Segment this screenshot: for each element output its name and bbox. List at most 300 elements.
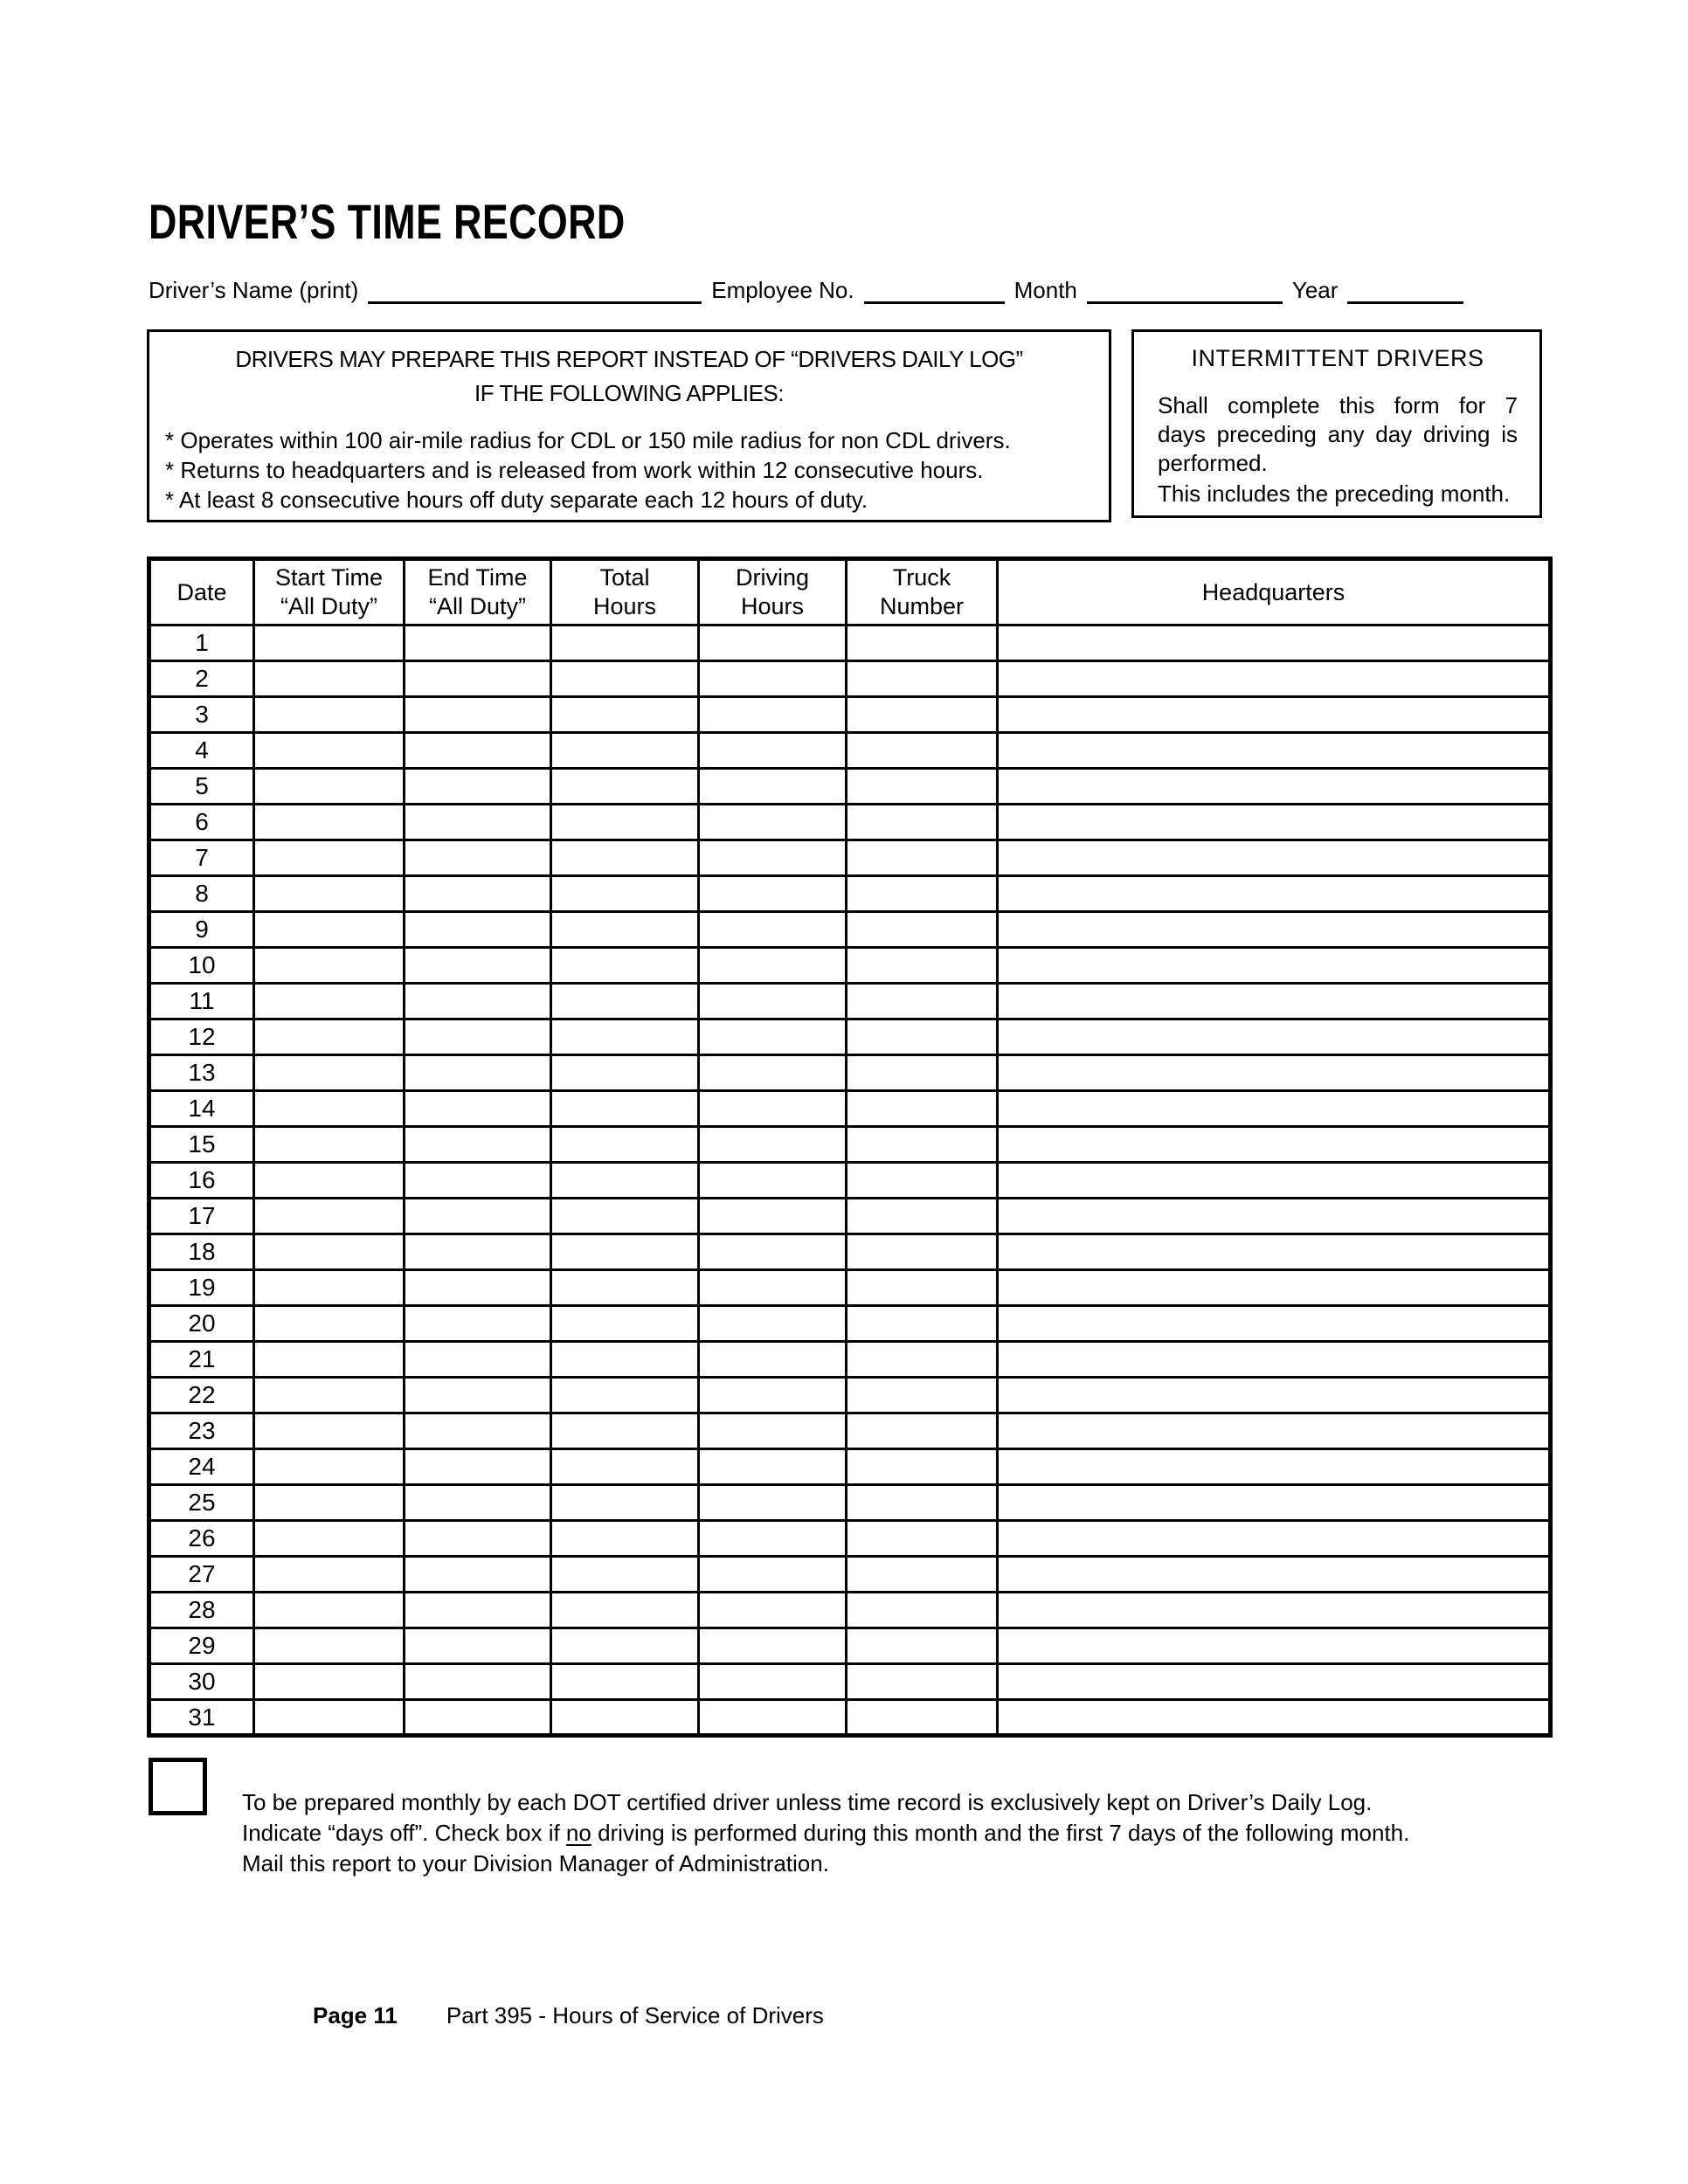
entry-cell[interactable] — [847, 697, 998, 733]
entry-cell[interactable] — [254, 1091, 405, 1127]
eligibility-bullet: * Operates within 100 air-mile radius for CDL or 150 mile radius for non CDL drivers. — [165, 427, 1011, 453]
eligibility-box — [147, 329, 1111, 522]
date-cell: 20 — [149, 1306, 254, 1342]
date-cell: 3 — [149, 697, 254, 733]
entry-cell[interactable] — [998, 1378, 1551, 1413]
entry-cell[interactable] — [699, 1342, 847, 1378]
entry-cell[interactable] — [551, 912, 699, 948]
entry-cell[interactable] — [847, 625, 998, 661]
date-cell: 6 — [149, 805, 254, 840]
date-cell: 29 — [149, 1628, 254, 1664]
entry-cell[interactable] — [405, 948, 551, 984]
entry-cell[interactable] — [847, 805, 998, 840]
entry-cell[interactable] — [847, 1485, 998, 1521]
entry-cell[interactable] — [405, 1521, 551, 1557]
footnote-line — [242, 1787, 1409, 1818]
page-title: DRIVER’S TIME RECORD — [149, 194, 626, 249]
entry-cell[interactable] — [551, 697, 699, 733]
entry-cell[interactable] — [551, 1019, 699, 1055]
col-header-text: Total — [599, 564, 650, 591]
entry-cell[interactable] — [847, 876, 998, 912]
table-row — [149, 840, 1551, 876]
entry-cell[interactable] — [998, 1199, 1551, 1234]
intermittent-body — [1158, 391, 1518, 478]
entry-cell[interactable] — [254, 1163, 405, 1199]
date-cell: 7 — [149, 840, 254, 876]
entry-cell[interactable] — [254, 1449, 405, 1485]
date-cell: 9 — [149, 912, 254, 948]
entry-cell[interactable] — [405, 625, 551, 661]
table-row — [149, 1019, 1551, 1055]
footnote-line1-text: To be prepared monthly by each DOT certified driver unless time record is exclusively kept on Driver’s Daily Log. — [242, 1789, 1373, 1815]
date-cell: 25 — [149, 1485, 254, 1521]
entry-cell[interactable] — [551, 1342, 699, 1378]
entry-cell[interactable] — [699, 1485, 847, 1521]
entry-cell[interactable] — [699, 769, 847, 805]
table-row — [149, 1557, 1551, 1593]
entry-cell[interactable] — [551, 1521, 699, 1557]
entry-cell[interactable] — [998, 1628, 1551, 1664]
footnote-line — [242, 1818, 1409, 1849]
table-row — [149, 1091, 1551, 1127]
entry-cell[interactable] — [998, 840, 1551, 876]
entry-cell[interactable] — [551, 805, 699, 840]
entry-cell[interactable] — [699, 625, 847, 661]
entry-cell[interactable] — [254, 1413, 405, 1449]
entry-cell[interactable] — [551, 1628, 699, 1664]
entry-cell[interactable] — [405, 1378, 551, 1413]
entry-cell[interactable] — [998, 1593, 1551, 1628]
entry-cell[interactable] — [405, 984, 551, 1019]
entry-cell[interactable] — [551, 840, 699, 876]
date-cell: 11 — [149, 984, 254, 1019]
entry-cell[interactable] — [551, 1270, 699, 1306]
intermittent-note: This includes the preceding month. — [1158, 480, 1511, 507]
date-cell: 8 — [149, 876, 254, 912]
entry-cell[interactable] — [405, 1091, 551, 1127]
entry-cell[interactable] — [699, 1055, 847, 1091]
date-cell: 5 — [149, 769, 254, 805]
entry-cell[interactable] — [405, 1485, 551, 1521]
entry-cell[interactable] — [254, 1342, 405, 1378]
date-cell: 1 — [149, 625, 254, 661]
intermittent-box — [1131, 329, 1542, 518]
entry-cell[interactable] — [847, 1449, 998, 1485]
entry-cell[interactable] — [699, 1700, 847, 1736]
entry-cell[interactable] — [847, 840, 998, 876]
footnote — [242, 1787, 1409, 1879]
entry-cell[interactable] — [699, 1234, 847, 1270]
footnote-line2-underlined: no — [565, 1820, 591, 1846]
entry-cell[interactable] — [254, 1055, 405, 1091]
entry-cell[interactable] — [847, 769, 998, 805]
entry-cell[interactable] — [998, 984, 1551, 1019]
intermittent-body-line: Shall complete this form for 7 — [1158, 392, 1518, 418]
entry-cell[interactable] — [405, 876, 551, 912]
entry-cell[interactable] — [847, 1664, 998, 1700]
date-cell: 10 — [149, 948, 254, 984]
entry-cell[interactable] — [551, 1593, 699, 1628]
entry-cell[interactable] — [551, 1485, 699, 1521]
footnote-line3-text: Mail this report to your Division Manager of Administration. — [242, 1850, 829, 1876]
entry-cell[interactable] — [254, 1593, 405, 1628]
table-row — [149, 1593, 1551, 1628]
entry-cell[interactable] — [405, 661, 551, 697]
entry-cell[interactable] — [998, 1664, 1551, 1700]
entry-cell[interactable] — [405, 697, 551, 733]
entry-cell[interactable] — [405, 1593, 551, 1628]
entry-cell[interactable] — [847, 1628, 998, 1664]
entry-cell[interactable] — [551, 625, 699, 661]
entry-cell[interactable] — [998, 1485, 1551, 1521]
table-row — [149, 1199, 1551, 1234]
entry-cell[interactable] — [699, 1593, 847, 1628]
table-row — [149, 661, 1551, 697]
entry-cell[interactable] — [551, 984, 699, 1019]
entry-cell[interactable] — [847, 1700, 998, 1736]
footnote-line — [242, 1849, 1409, 1879]
table-row — [149, 1127, 1551, 1163]
entry-cell[interactable] — [699, 912, 847, 948]
table-row — [149, 1306, 1551, 1342]
entry-cell[interactable] — [998, 661, 1551, 697]
intermittent-body-line: performed. — [1158, 450, 1268, 476]
page-footer — [313, 2002, 824, 2028]
entry-cell[interactable] — [998, 733, 1551, 769]
footnote-line2-post: driving is performed during this month and the first 7 days of the following month. — [591, 1820, 1410, 1846]
entry-cell[interactable] — [405, 1342, 551, 1378]
entry-cell[interactable] — [998, 805, 1551, 840]
entry-cell[interactable] — [405, 1700, 551, 1736]
entry-cell[interactable] — [254, 1521, 405, 1557]
entry-cell[interactable] — [405, 840, 551, 876]
col-header-text: Hours — [592, 593, 657, 619]
table-row — [149, 1270, 1551, 1306]
eligibility-title-line1: DRIVERS MAY PREPARE THIS REPORT INSTEAD OF “DRIVERS DAILY LOG” — [235, 346, 1023, 372]
date-cell: 15 — [149, 1127, 254, 1163]
entry-cell[interactable] — [699, 1557, 847, 1593]
entry-cell[interactable] — [405, 1055, 551, 1091]
entry-cell[interactable] — [405, 1019, 551, 1055]
entry-cell[interactable] — [998, 1700, 1551, 1736]
footer-page-number: Page 11 — [313, 2002, 398, 2028]
entry-cell[interactable] — [699, 1199, 847, 1234]
month-label: Month — [1013, 277, 1077, 303]
col-header-text: Driving — [735, 564, 810, 591]
entry-cell[interactable] — [254, 1019, 405, 1055]
table-row — [149, 733, 1551, 769]
entry-cell[interactable] — [551, 1378, 699, 1413]
table-row — [149, 1413, 1551, 1449]
date-cell: 24 — [149, 1449, 254, 1485]
entry-cell[interactable] — [551, 1091, 699, 1127]
entry-cell[interactable] — [254, 1485, 405, 1521]
entry-cell[interactable] — [551, 1306, 699, 1342]
entry-cell[interactable] — [254, 1127, 405, 1163]
entry-cell[interactable] — [254, 661, 405, 697]
date-cell: 17 — [149, 1199, 254, 1234]
date-cell: 21 — [149, 1342, 254, 1378]
entry-cell[interactable] — [699, 1091, 847, 1127]
entry-cell[interactable] — [699, 1413, 847, 1449]
entry-cell[interactable] — [847, 984, 998, 1019]
entry-cell[interactable] — [699, 948, 847, 984]
col-header-text: Truck — [892, 564, 951, 591]
entry-cell[interactable] — [551, 1413, 699, 1449]
entry-cell[interactable] — [699, 1378, 847, 1413]
year-label: Year — [1291, 277, 1339, 303]
entry-cell[interactable] — [998, 697, 1551, 733]
entry-cell[interactable] — [405, 1557, 551, 1593]
entry-cell[interactable] — [551, 1127, 699, 1163]
col-header-text: “All Duty” — [280, 593, 377, 619]
entry-cell[interactable] — [847, 1234, 998, 1270]
col-header-headquarters — [998, 559, 1551, 625]
entry-cell[interactable] — [405, 1163, 551, 1199]
date-cell: 23 — [149, 1413, 254, 1449]
table-row — [149, 769, 1551, 805]
driver-name-blank[interactable] — [368, 297, 702, 304]
entry-cell[interactable] — [551, 661, 699, 697]
entry-cell[interactable] — [405, 1449, 551, 1485]
table-row — [149, 1700, 1551, 1736]
entry-cell[interactable] — [998, 1557, 1551, 1593]
entry-cell[interactable] — [847, 1055, 998, 1091]
entry-cell[interactable] — [847, 1199, 998, 1234]
entry-cell[interactable] — [998, 1306, 1551, 1342]
entry-cell[interactable] — [998, 1127, 1551, 1163]
eligibility-title-line2: IF THE FOLLOWING APPLIES: — [474, 380, 784, 406]
entry-cell[interactable] — [699, 840, 847, 876]
entry-cell[interactable] — [847, 1378, 998, 1413]
employee-no-blank[interactable] — [864, 297, 1005, 304]
date-cell: 18 — [149, 1234, 254, 1270]
table-row — [149, 625, 1551, 661]
entry-cell[interactable] — [254, 840, 405, 876]
table-row — [149, 912, 1551, 948]
entry-cell[interactable] — [405, 1413, 551, 1449]
entry-cell[interactable] — [998, 1521, 1551, 1557]
col-header-text: Number — [879, 593, 965, 619]
table-row — [149, 1628, 1551, 1664]
table-row — [149, 876, 1551, 912]
entry-cell[interactable] — [998, 1091, 1551, 1127]
entry-cell[interactable] — [699, 661, 847, 697]
entry-cell[interactable] — [254, 697, 405, 733]
entry-cell[interactable] — [551, 769, 699, 805]
table-row — [149, 1055, 1551, 1091]
entry-cell[interactable] — [699, 984, 847, 1019]
header-fields — [149, 276, 1512, 304]
date-cell: 13 — [149, 1055, 254, 1091]
col-header-text: Start Time — [274, 564, 384, 591]
entry-cell[interactable] — [254, 948, 405, 984]
entry-cell[interactable] — [254, 1378, 405, 1413]
entry-cell[interactable] — [551, 876, 699, 912]
entry-cell[interactable] — [405, 1234, 551, 1270]
table-header-row — [149, 559, 1551, 625]
entry-cell[interactable] — [699, 733, 847, 769]
table-row — [149, 1234, 1551, 1270]
entry-cell[interactable] — [699, 1127, 847, 1163]
col-header-total-hours — [551, 559, 699, 625]
date-cell: 19 — [149, 1270, 254, 1306]
entry-cell[interactable] — [551, 1055, 699, 1091]
entry-cell[interactable] — [847, 1306, 998, 1342]
col-header-date — [149, 559, 254, 625]
entry-cell[interactable] — [699, 1019, 847, 1055]
time-record-table — [147, 556, 1553, 1738]
entry-cell[interactable] — [699, 697, 847, 733]
eligibility-bullets — [165, 425, 1093, 515]
footer-part-text: Part 395 - Hours of Service of Drivers — [446, 2002, 824, 2028]
table-row — [149, 1378, 1551, 1413]
entry-cell[interactable] — [405, 1628, 551, 1664]
table-row — [149, 697, 1551, 733]
entry-cell[interactable] — [847, 1019, 998, 1055]
entry-cell[interactable] — [847, 1557, 998, 1593]
entry-cell[interactable] — [551, 1557, 699, 1593]
entry-cell[interactable] — [699, 1163, 847, 1199]
entry-cell[interactable] — [254, 1557, 405, 1593]
entry-cell[interactable] — [551, 1163, 699, 1199]
eligibility-bullet: * Returns to headquarters and is released from work within 12 consecutive hours. — [165, 457, 984, 483]
col-header-driving-hours — [699, 559, 847, 625]
col-header-text: End Time — [427, 564, 528, 591]
entry-cell[interactable] — [699, 1270, 847, 1306]
table-row — [149, 1449, 1551, 1485]
col-header-text: Hours — [740, 593, 805, 619]
entry-cell[interactable] — [254, 769, 405, 805]
table-row — [149, 1485, 1551, 1521]
table-row — [149, 984, 1551, 1019]
entry-cell[interactable] — [405, 733, 551, 769]
time-record-rows — [149, 625, 1551, 1736]
table-row — [149, 948, 1551, 984]
entry-cell[interactable] — [998, 1413, 1551, 1449]
entry-cell[interactable] — [551, 948, 699, 984]
entry-cell[interactable] — [847, 912, 998, 948]
col-header-start-time — [254, 559, 405, 625]
entry-cell[interactable] — [699, 876, 847, 912]
entry-cell[interactable] — [998, 1163, 1551, 1199]
entry-cell[interactable] — [551, 1449, 699, 1485]
entry-cell[interactable] — [699, 1449, 847, 1485]
entry-cell[interactable] — [998, 1342, 1551, 1378]
entry-cell[interactable] — [254, 1234, 405, 1270]
entry-cell[interactable] — [699, 1306, 847, 1342]
entry-cell[interactable] — [405, 1306, 551, 1342]
eligibility-bullet: * At least 8 consecutive hours off duty separate each 12 hours of duty. — [165, 487, 868, 513]
date-cell: 12 — [149, 1019, 254, 1055]
entry-cell[interactable] — [847, 948, 998, 984]
entry-cell[interactable] — [254, 625, 405, 661]
entry-cell[interactable] — [254, 733, 405, 769]
employee-no-label: Employee No. — [711, 277, 854, 303]
entry-cell[interactable] — [998, 1234, 1551, 1270]
entry-cell[interactable] — [998, 1449, 1551, 1485]
entry-cell[interactable] — [847, 1091, 998, 1127]
col-header-text: Date — [176, 578, 227, 605]
entry-cell[interactable] — [254, 1628, 405, 1664]
entry-cell[interactable] — [551, 1234, 699, 1270]
entry-cell[interactable] — [254, 805, 405, 840]
entry-cell[interactable] — [254, 912, 405, 948]
days-off-checkbox[interactable] — [149, 1758, 207, 1815]
entry-cell[interactable] — [405, 912, 551, 948]
entry-cell[interactable] — [847, 1127, 998, 1163]
entry-cell[interactable] — [847, 1342, 998, 1378]
entry-cell[interactable] — [847, 1163, 998, 1199]
date-cell: 16 — [149, 1163, 254, 1199]
date-cell: 30 — [149, 1664, 254, 1700]
year-blank[interactable] — [1347, 297, 1463, 304]
date-cell: 2 — [149, 661, 254, 697]
entry-cell[interactable] — [998, 769, 1551, 805]
entry-cell[interactable] — [551, 1664, 699, 1700]
entry-cell[interactable] — [699, 805, 847, 840]
entry-cell[interactable] — [847, 733, 998, 769]
col-header-truck-number — [847, 559, 998, 625]
entry-cell[interactable] — [405, 1270, 551, 1306]
entry-cell[interactable] — [998, 1055, 1551, 1091]
entry-cell[interactable] — [847, 1413, 998, 1449]
entry-cell[interactable] — [998, 948, 1551, 984]
entry-cell[interactable] — [847, 661, 998, 697]
entry-cell[interactable] — [254, 1306, 405, 1342]
entry-cell[interactable] — [254, 1700, 405, 1736]
entry-cell[interactable] — [254, 1664, 405, 1700]
entry-cell[interactable] — [254, 1270, 405, 1306]
entry-cell[interactable] — [254, 1199, 405, 1234]
entry-cell[interactable] — [254, 984, 405, 1019]
entry-cell[interactable] — [699, 1628, 847, 1664]
footnote-line2-pre: Indicate “days off”. Check box if — [242, 1820, 566, 1846]
entry-cell[interactable] — [405, 769, 551, 805]
entry-cell[interactable] — [998, 1270, 1551, 1306]
entry-cell[interactable] — [847, 1593, 998, 1628]
entry-cell[interactable] — [998, 1019, 1551, 1055]
table-row — [149, 1163, 1551, 1199]
entry-cell[interactable] — [699, 1521, 847, 1557]
intermittent-body-line: days preceding any day driving is — [1158, 421, 1518, 447]
col-header-text: Headquarters — [1201, 578, 1346, 605]
month-blank[interactable] — [1087, 297, 1283, 304]
entry-cell[interactable] — [551, 733, 699, 769]
entry-cell[interactable] — [998, 912, 1551, 948]
entry-cell[interactable] — [254, 876, 405, 912]
entry-cell[interactable] — [551, 1700, 699, 1736]
entry-cell[interactable] — [405, 1664, 551, 1700]
entry-cell[interactable] — [551, 1199, 699, 1234]
date-cell: 28 — [149, 1593, 254, 1628]
entry-cell[interactable] — [847, 1270, 998, 1306]
driver-name-label: Driver’s Name (print) — [149, 277, 359, 303]
col-header-end-time — [405, 559, 551, 625]
date-cell: 22 — [149, 1378, 254, 1413]
entry-cell[interactable] — [998, 625, 1551, 661]
table-row — [149, 1521, 1551, 1557]
date-cell: 26 — [149, 1521, 254, 1557]
entry-cell[interactable] — [405, 805, 551, 840]
entry-cell[interactable] — [405, 1127, 551, 1163]
entry-cell[interactable] — [998, 876, 1551, 912]
entry-cell[interactable] — [699, 1664, 847, 1700]
table-row — [149, 805, 1551, 840]
date-cell: 31 — [149, 1700, 254, 1736]
entry-cell[interactable] — [847, 1521, 998, 1557]
entry-cell[interactable] — [405, 1199, 551, 1234]
